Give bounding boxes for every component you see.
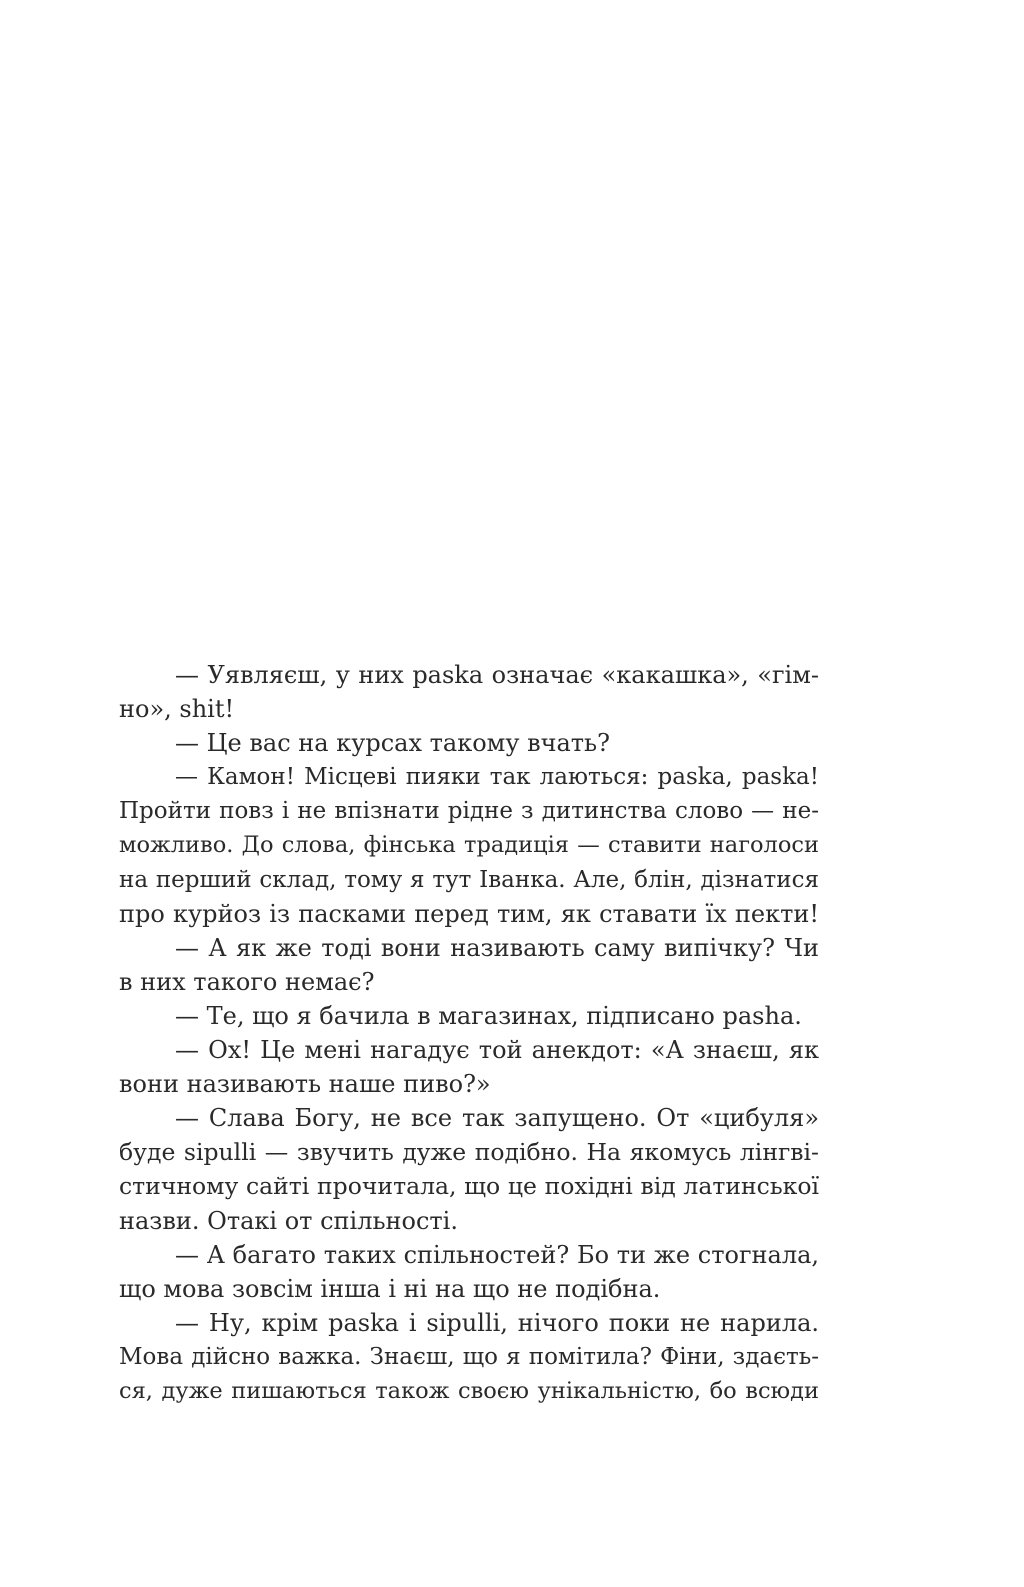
text-line: в них такого немає? [119,967,375,996]
text-line: Мова дійсно важка. Знаєш, що я помітила? Фіни, здаєть- [119,1343,819,1370]
text-line: буде sipulli — звучить дуже подібно. На якомусь лінгві- [119,1138,819,1167]
text-line: — Уявляєш, у них paska означає «какашка», «гім- [175,661,819,689]
text-line: — А як же тоді вони називають саму випічку? Чи [175,933,819,962]
text-line: стичному сайті прочитала, що це похідні від латинської [119,1172,819,1201]
text-line: Пройти повз і не впізнати рідне з дитинства слово — не- [119,798,819,825]
text-line: но», shit! [119,695,235,724]
body-text [119,658,819,1408]
text-line: — Камон! Місцеві пияки так лаються: paska, paska! [175,764,819,791]
text-line: — Ну, крім paska і sipulli, нічого поки не нарила. [175,1308,819,1337]
text-line: — Слава Богу, не все так запущено. От «цибуля» [175,1104,819,1133]
text-line: ся, дуже пишаються також своєю унікальністю, бо всюди [119,1377,819,1404]
text-line: можливо. До слова, фінська традиція — ставити наголоси [119,832,819,859]
text-line: — Те, що я бачила в магазинах, підписано pasha. [175,1001,802,1030]
text-line: — Це вас на курсах такому вчать? [175,729,610,758]
text-line: на перший склад, тому я тут Іванка. Але, блін, дізнатися [119,866,819,893]
text-line: вони називають наше пиво?» [119,1070,491,1099]
text-line: що мова зовсім інша і ні на що не подібна. [119,1274,661,1303]
text-line: — А багато таких спільностей? Бо ти же стогнала, [175,1240,819,1269]
text-line: назви. Отакі от спільності. [119,1206,458,1235]
text-line: — Ох! Це мені нагадує той анекдот: «А знаєш, як [175,1036,819,1065]
text-line: про курйоз із пасками перед тим, як ставати їх пекти! [119,899,819,928]
